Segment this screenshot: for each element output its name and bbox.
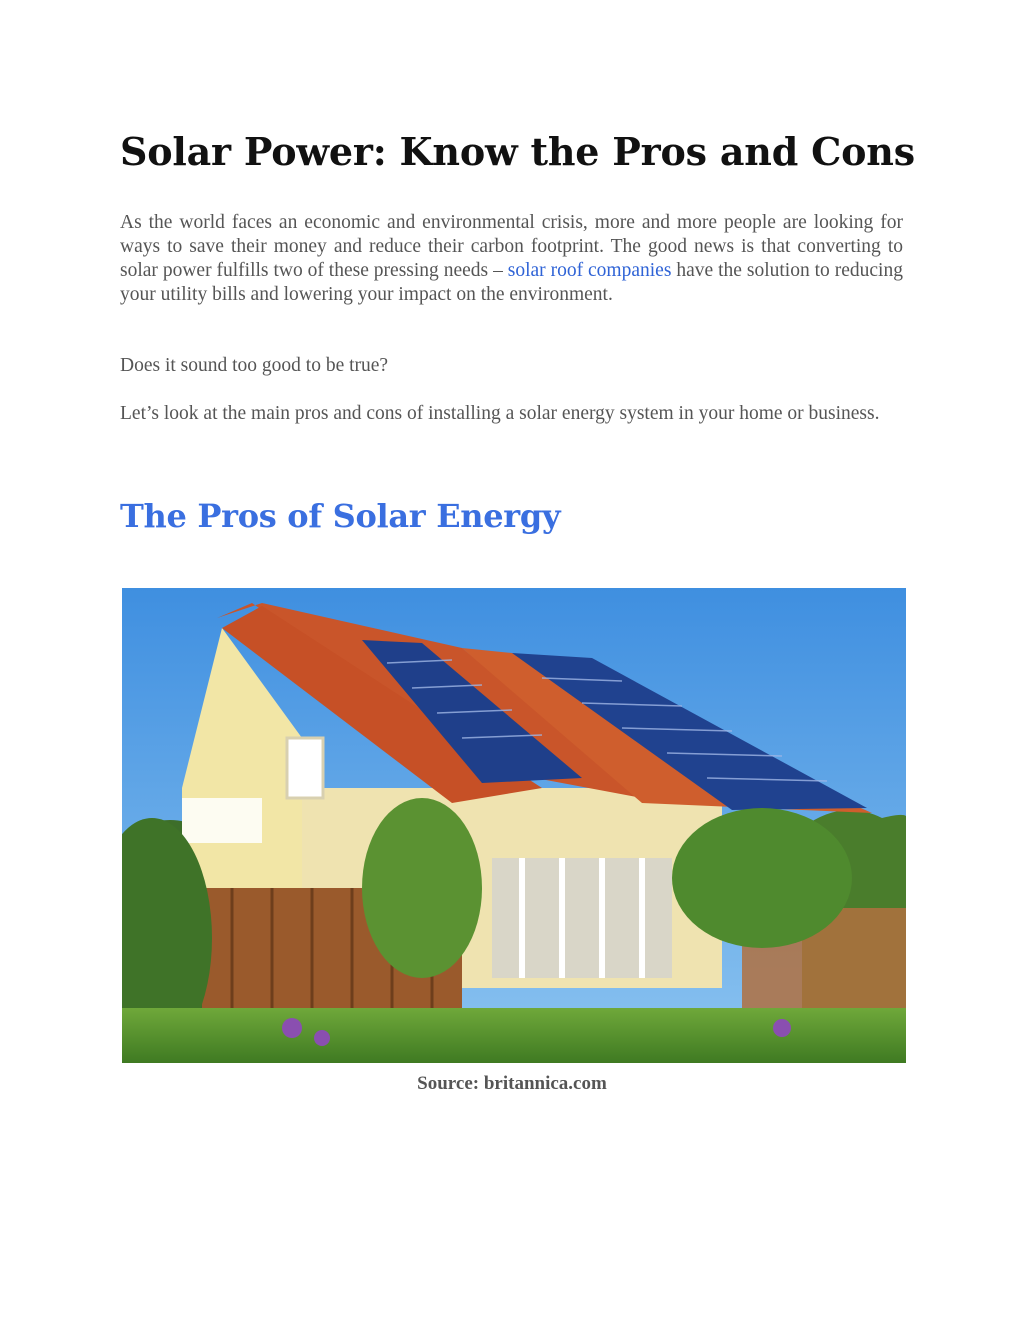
image-caption: Source: britannica.com <box>417 1073 607 1094</box>
house-solar-panels-image <box>122 588 906 1063</box>
page-title: Solar Power: Know the Pros and Cons <box>120 129 915 174</box>
section-heading-pros: The Pros of Solar Energy <box>120 497 561 535</box>
intro-paragraph <box>120 211 903 307</box>
question-paragraph: Does it sound too good to be true? <box>120 355 389 376</box>
solar-roof-companies-link[interactable]: solar roof companies <box>507 260 672 281</box>
intro-text-before: As the world faces an economic and environmental crisis, more and more people are looking for ways to save their money and reduce their carbon footprint. The good news is that converting to solar power fulfills two of these pressing needs – <box>120 212 903 281</box>
lead-in-paragraph: Let’s look at the main pros and cons of installing a solar energy system in your home or business. <box>120 403 880 424</box>
intro-text-after: have the solution to reducing your utility bills and lowering your impact on the environment. <box>120 260 903 305</box>
